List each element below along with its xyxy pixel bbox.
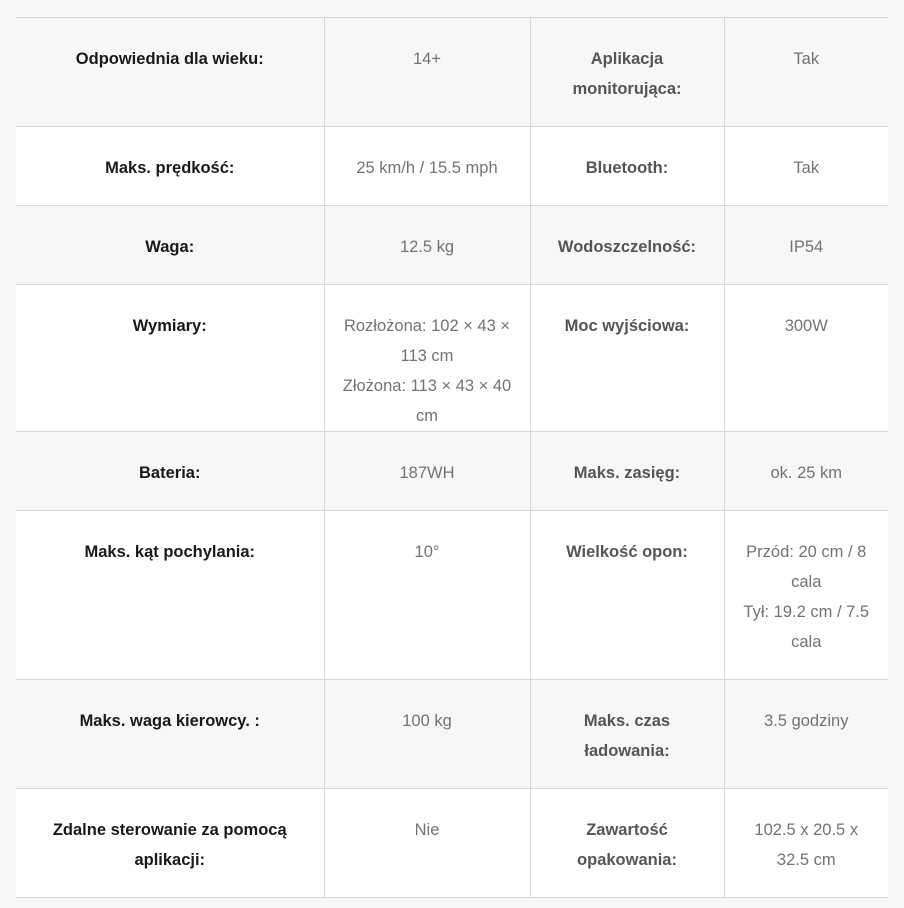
spec-label: Wielkość opon: xyxy=(530,511,724,680)
spec-value xyxy=(724,680,888,789)
spec-label: Maks. waga kierowcy. : xyxy=(16,680,324,789)
spec-value-line: 14+ xyxy=(413,50,441,68)
spec-value xyxy=(324,285,530,432)
spec-value-line: 300W xyxy=(784,317,828,335)
spec-value xyxy=(724,432,888,511)
spec-value xyxy=(724,18,888,127)
spec-value-line: 12.5 kg xyxy=(399,238,455,256)
spec-label: Odpowiednia dla wieku: xyxy=(16,18,324,127)
spec-value xyxy=(324,206,530,285)
spec-value xyxy=(324,18,530,127)
spec-label: Aplikacja monitorująca: xyxy=(530,18,724,127)
spec-value xyxy=(324,511,530,680)
spec-row xyxy=(16,206,888,285)
spec-value xyxy=(324,432,530,511)
spec-value-line: Rozłożona: 102 × 43 × 113 cm xyxy=(343,317,511,365)
spec-row xyxy=(16,432,888,511)
spec-label: Maks. kąt pochylania: xyxy=(16,511,324,680)
spec-value-line: 100 kg xyxy=(402,712,452,730)
spec-value xyxy=(724,285,888,432)
spec-value xyxy=(724,206,888,285)
spec-value-line: Złożona: 113 × 43 × 40 cm xyxy=(342,377,512,425)
spec-label: Moc wyjściowa: xyxy=(530,285,724,432)
spec-row xyxy=(16,127,888,206)
spec-row xyxy=(16,789,888,898)
spec-value-line: 187WH xyxy=(399,464,455,482)
spec-value-line: 102.5 x 20.5 x 32.5 cm xyxy=(754,821,859,869)
spec-label: Zdalne sterowanie za pomocą aplikacji: xyxy=(16,789,324,898)
spec-value-line: ok. 25 km xyxy=(770,464,843,482)
spec-row xyxy=(16,511,888,680)
specs-table xyxy=(16,17,888,898)
spec-value-line: IP54 xyxy=(789,238,824,256)
spec-label: Wymiary: xyxy=(16,285,324,432)
spec-value-line: 25 km/h / 15.5 mph xyxy=(356,159,498,177)
spec-value xyxy=(724,127,888,206)
spec-label: Bluetooth: xyxy=(530,127,724,206)
spec-label: Wodoszczelność: xyxy=(530,206,724,285)
spec-row xyxy=(16,285,888,432)
spec-value xyxy=(324,127,530,206)
spec-value-line: 10° xyxy=(414,543,440,561)
spec-label: Zawartość opakowania: xyxy=(530,789,724,898)
spec-label: Waga: xyxy=(16,206,324,285)
spec-value-line: Tak xyxy=(793,159,820,177)
spec-value xyxy=(324,789,530,898)
spec-label: Bateria: xyxy=(16,432,324,511)
spec-value xyxy=(724,789,888,898)
spec-value xyxy=(724,511,888,680)
spec-value-line: Tak xyxy=(793,50,820,68)
spec-label: Maks. czas ładowania: xyxy=(530,680,724,789)
spec-row xyxy=(16,18,888,127)
spec-row xyxy=(16,680,888,789)
spec-value-line: Przód: 20 cm / 8 cala xyxy=(746,543,867,591)
spec-label: Maks. zasięg: xyxy=(530,432,724,511)
spec-value-line: 3.5 godziny xyxy=(764,712,849,730)
spec-value xyxy=(324,680,530,789)
spec-label: Maks. prędkość: xyxy=(16,127,324,206)
spec-value-line: Tył: 19.2 cm / 7.5 cala xyxy=(743,603,870,651)
spec-value-line: Nie xyxy=(414,821,440,839)
